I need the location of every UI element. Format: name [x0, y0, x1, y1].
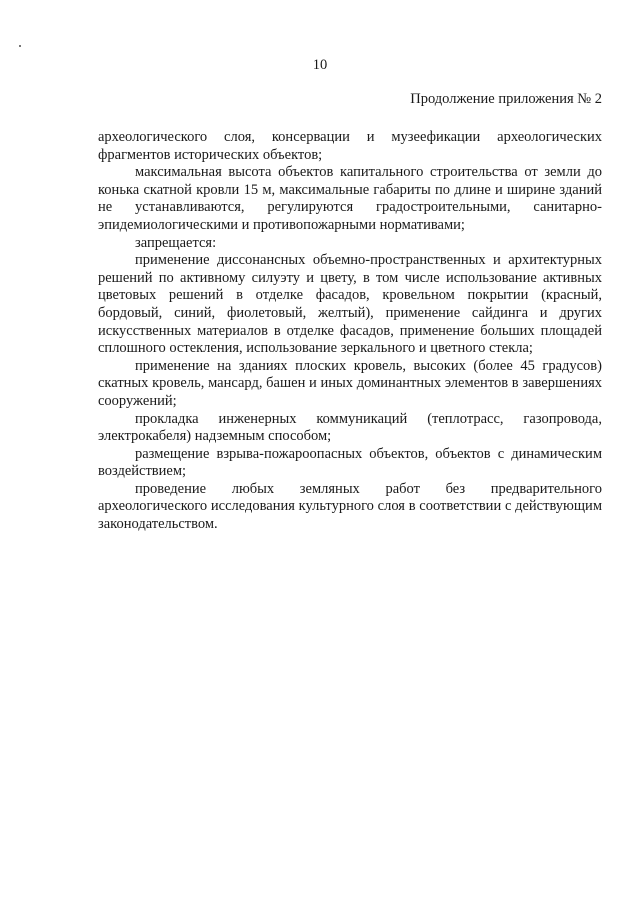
appendix-continuation-header: Продолжение приложения № 2 — [410, 91, 602, 107]
paragraph-roofs: применение на зданиях плоских кровель, высоких (более 45 градусов) скатных кровель, мансард, башен и иных доминантных элементов в завершениях сооружений; — [98, 357, 602, 409]
scan-speck — [19, 45, 21, 47]
document-body — [98, 129, 602, 534]
paragraph-engineering-communications: прокладка инженерных коммуникаций (теплотрасс, газопровода, электрокабеля) надземным способом; — [98, 410, 602, 445]
paragraph-dissonant-solutions: применение диссонансных объемно-пространственных и архитектурных решений по активному силуэту и цвету, в том числе использование активных цветовых решений в отделке фасадов, кровельном покрытии (красный, бордовый, синий, фиолетовый, желтый), применение сайдинга и других искусственных материалов в отделке фасадов, применение больших площадей сплошного остекления, использование зеркального и цветного стекла; — [98, 252, 602, 357]
paragraph-prohibited-heading: запрещается: — [135, 234, 217, 251]
paragraph-earthworks: проведение любых земляных работ без предварительного археологического исследования культурного слоя в соответствии с действующим законодательством. — [98, 480, 602, 533]
page-number: 10 — [312, 57, 328, 73]
paragraph-max-height: максимальная высота объектов капитального строительства от земли до конька скатной кровли 15 м, максимальные габариты по длине и ширине зданий не устанавливаются, регулируются градостроительными, санитарно-эпидемиологическими и противопожарными нормативами; — [98, 164, 602, 233]
paragraph-archaeological-layer: археологического слоя, консервации и музеефикации археологических фрагментов исторических объектов; — [98, 129, 602, 163]
paragraph-hazardous-objects: размещение взрыва-пожароопасных объектов, объектов с динамическим воздействием; — [98, 445, 602, 480]
